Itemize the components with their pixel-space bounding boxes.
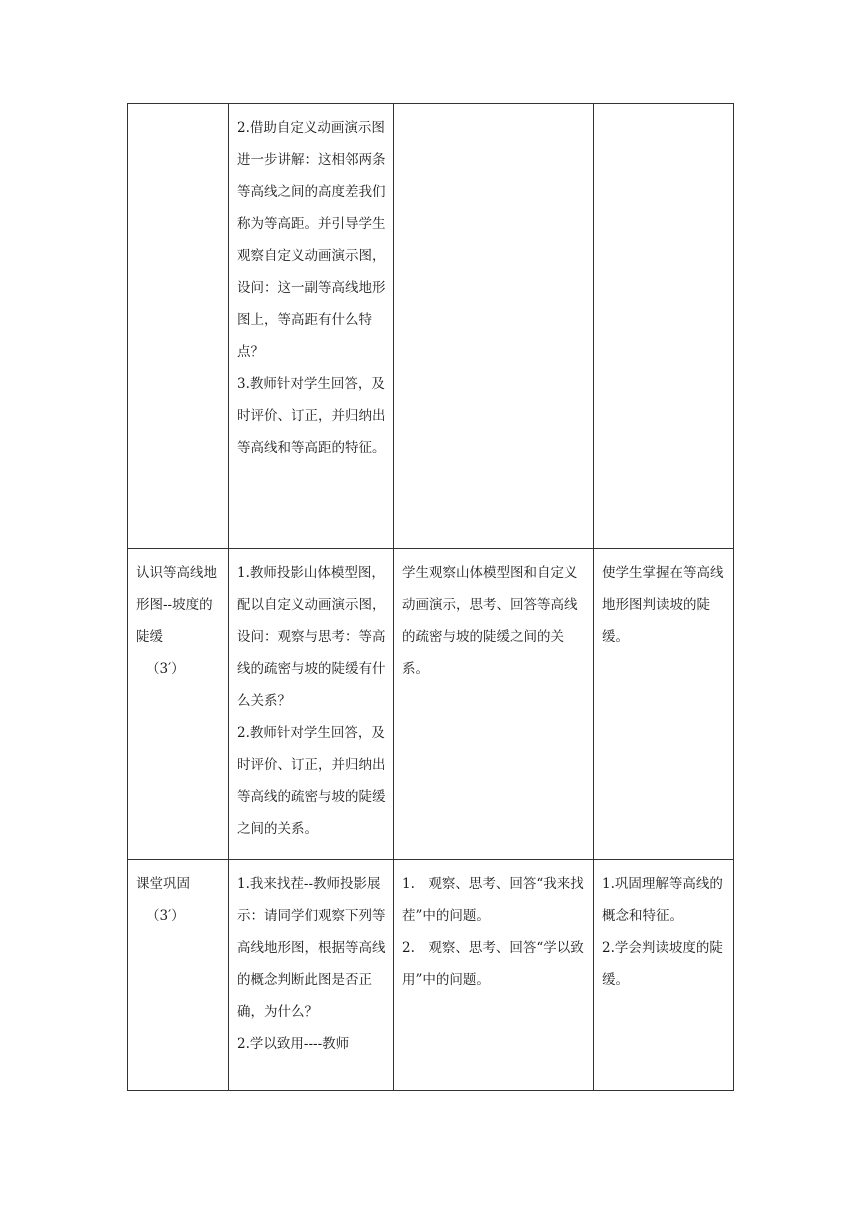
table-row	[128, 860, 734, 1091]
teacher-activity-cell	[229, 104, 394, 549]
teacher-activity-cell	[229, 860, 394, 1091]
table-row	[128, 104, 734, 549]
paragraph: 2.学会判读坡度的陡缓。	[602, 940, 723, 988]
teacher-activity-cell	[229, 549, 394, 860]
paragraph: 1.教师投影山体模型图，配以自定义动画演示图，设问：观察与思考：等高线的疏密与坡的陡缓有什么关系？	[237, 565, 386, 709]
paragraph: 1.巩固理解等高线的概念和特征。	[602, 876, 723, 924]
paragraph: 2. 观察、思考、回答“学以致用”中的问题。	[402, 940, 584, 988]
student-activity-cell	[394, 860, 594, 1091]
stage-title: 课堂巩固	[136, 876, 190, 892]
paragraph: 学生观察山体模型图和自定义动画演示，思考、回答等高线的疏密与坡的陡缓之间的关系。	[402, 565, 578, 677]
paragraph: 2.学以致用----教师	[237, 1036, 350, 1052]
student-activity-cell	[394, 549, 594, 860]
design-intent-cell	[594, 104, 734, 549]
paragraph: 1.我来找茬--教师投影展示：请同学们观察下列等高线地形图，根据等高线的概念判断此图是否正确，为什么？	[237, 876, 386, 1020]
paragraph: 3.教师针对学生回答，及时评价、订正，并归纳出等高线和等高距的特征。	[237, 376, 386, 456]
paragraph: 使学生掌握在等高线地形图判读坡的陡缓。	[602, 565, 724, 645]
stage-duration: （3′）	[146, 908, 185, 924]
paragraph: 2.借助自定义动画演示图进一步讲解：这相邻两条等高线之间的高度差我们称为等高距。并引导学生观察自定义动画演示图，设问：这一副等高线地形图上，等高距有什么特点？	[237, 120, 386, 360]
design-intent-cell	[594, 860, 734, 1091]
lesson-plan-table	[127, 103, 734, 1091]
paragraph: 1. 观察、思考、回答“我来找茬”中的问题。	[402, 876, 584, 924]
design-intent-cell	[594, 549, 734, 860]
paragraph: 2.教师针对学生回答，及时评价、订正，并归纳出等高线的疏密与坡的陡缓之间的关系。	[237, 725, 386, 837]
stage-duration: （3′）	[146, 661, 185, 677]
student-activity-cell	[394, 104, 594, 549]
stage-title: 认识等高线地形图--坡度的陡缓	[136, 565, 217, 645]
stage-cell	[128, 549, 229, 860]
stage-cell	[128, 104, 229, 549]
stage-cell	[128, 860, 229, 1091]
table-row	[128, 549, 734, 860]
